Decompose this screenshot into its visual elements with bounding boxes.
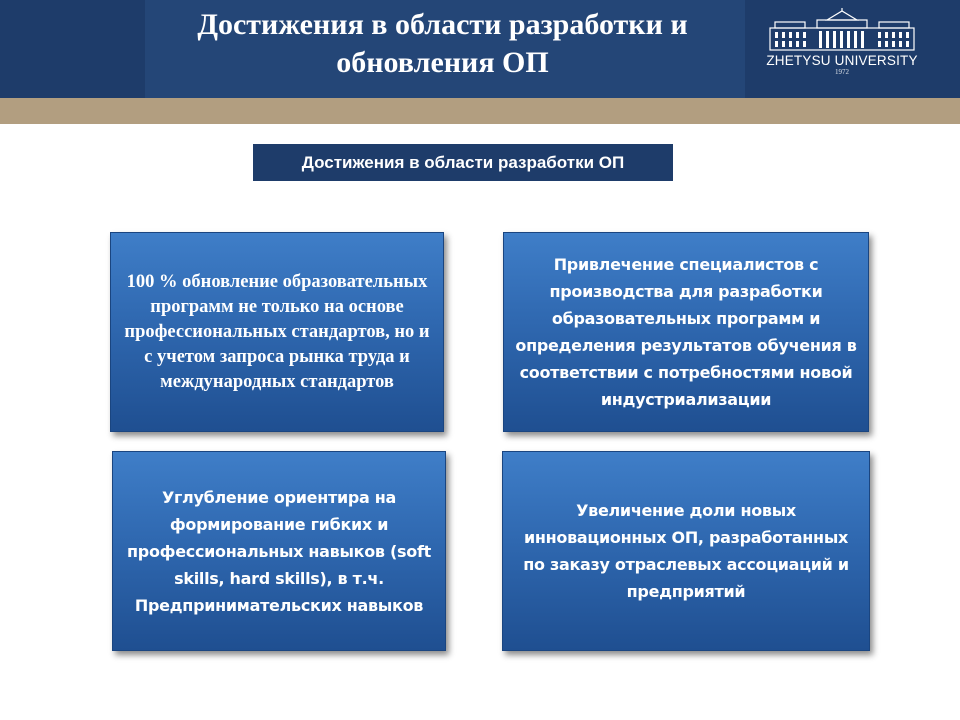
achievement-card-1-text: 100 % обновление образовательных программ не только на основе профессиональных стандартов, но и с учетом запроса рынка труда и международных стандартов [124,271,430,392]
achievement-card-4-text: Увеличение доли новых инновационных ОП, разработанных по заказу отраслевых ассоциаций и предприятий [523,501,849,601]
university-logo [762,8,922,88]
achievement-card-1 [110,232,444,432]
achievement-card-4 [502,451,870,651]
header-bar [0,0,960,98]
logo-university-name: ZHETYSU UNIVERSITY [766,53,918,68]
accent-band [0,98,960,124]
slide-title-line1: Достижения в области разработки и [197,8,688,41]
achievement-card-2-text: Привлечение специалистов с производства для разработки образовательных программ и определения результатов обучения в соответствии с потребностями новой индустриализации [515,255,857,409]
university-building-icon [767,8,917,52]
logo-year: 1972 [835,68,849,76]
slide-title [150,6,735,82]
section-subtitle: Достижения в области разработки ОП [253,144,673,181]
slide-title-line2: обновления ОП [336,46,549,79]
achievement-card-3-text: Углубление ориентира на формирование гибких и профессиональных навыков (soft skills, hard skills), в т.ч. Предпринимательских навыков [127,487,431,615]
achievement-card-2 [503,232,869,432]
achievement-card-3 [112,451,446,651]
